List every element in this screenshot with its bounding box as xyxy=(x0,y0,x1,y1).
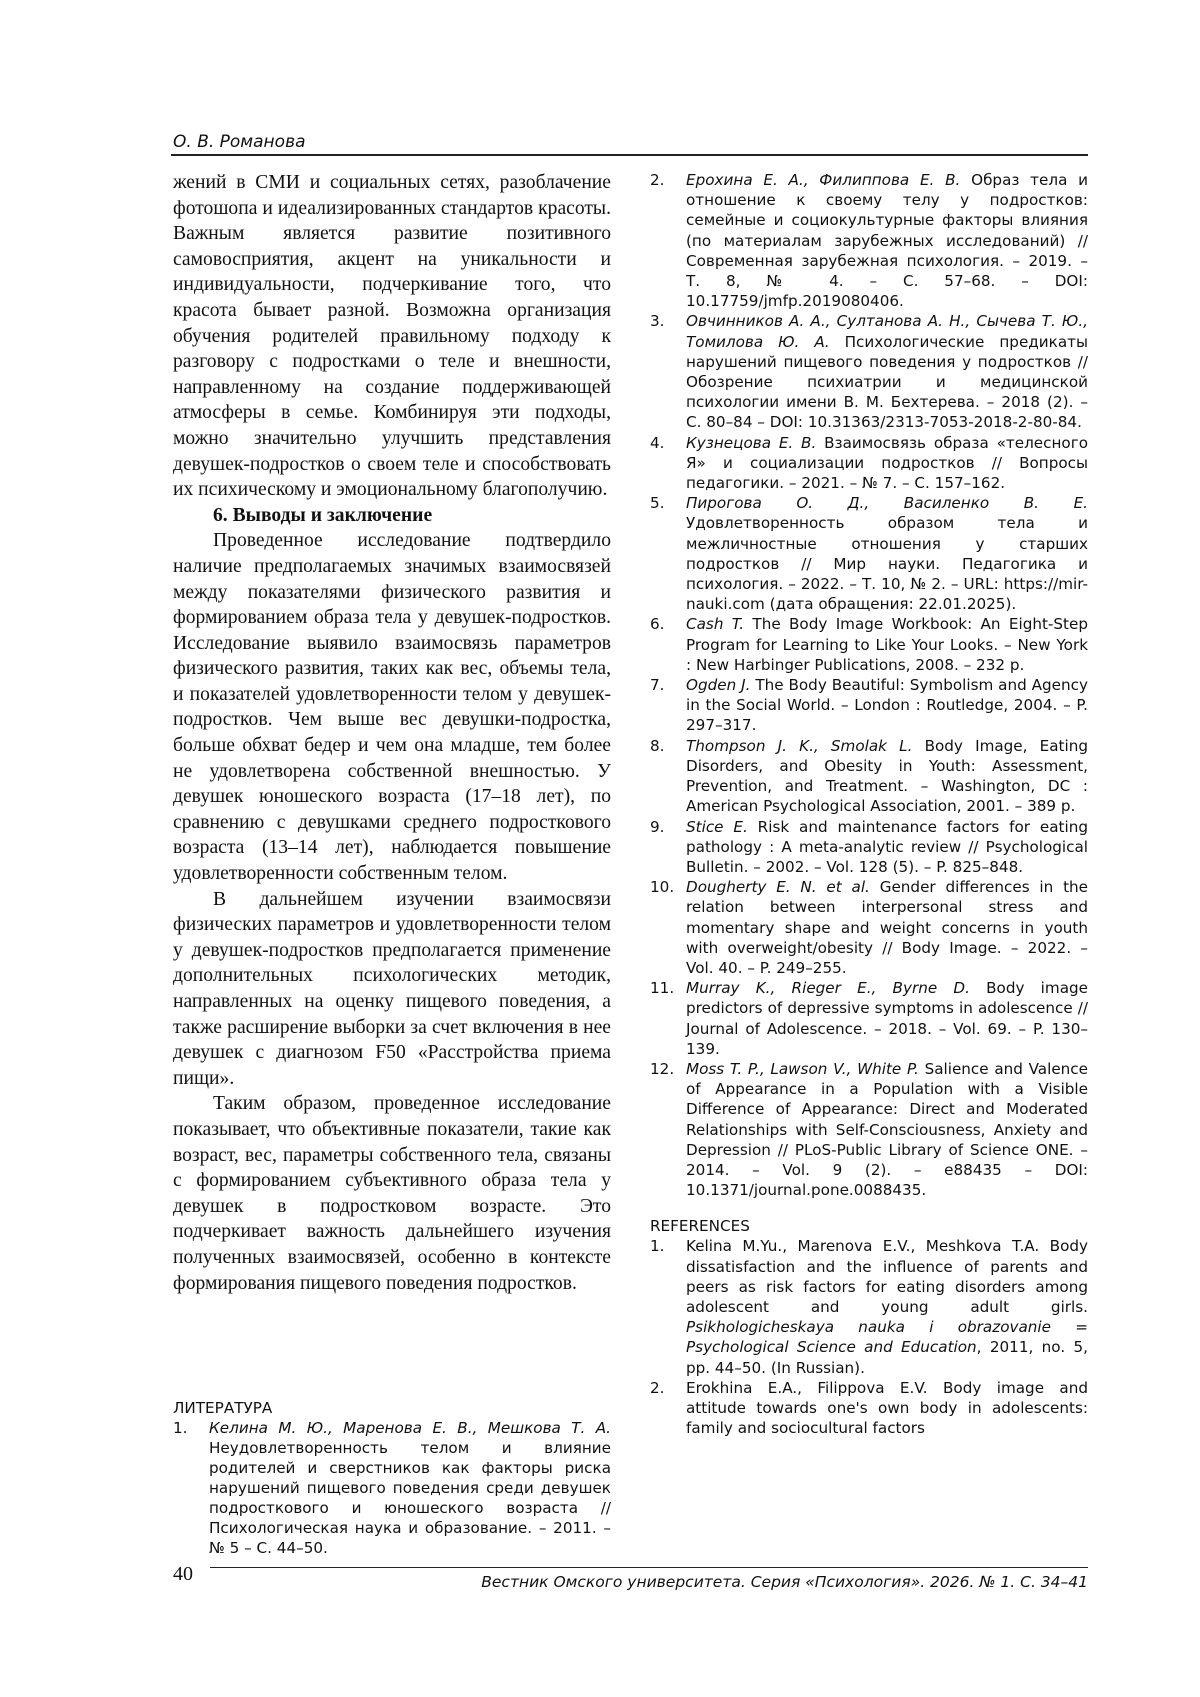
reference-item xyxy=(650,614,1088,675)
reference-text: Неудовлетворенность телом и влияние родителей и сверстников как факторы риска нарушений пищевого поведения среди девушек подросткового и юношеского возраста // Психологическая наука и образование. – 2011. – № 5 – С. 44–50. xyxy=(209,1439,611,1557)
reference-number: 2. xyxy=(650,1378,665,1397)
footer-rule xyxy=(210,1567,1088,1568)
reference-journal: Psikhologicheskaya nauka i obrazovanie = Psychological Science and Education xyxy=(686,1318,1088,1357)
reference-number: 11. xyxy=(650,979,675,998)
reference-authors: Овчинников А. А., Султанова А. Н., Сычева Т. Ю., Томилова Ю. А. xyxy=(686,312,1088,351)
right-column xyxy=(650,170,1088,1438)
left-column xyxy=(173,170,611,1296)
reference-text: Body image predictors of depressive symptoms in adolescence // Journal of Adolescence. – 2018. – Vol. 69. – P. 130–139. xyxy=(686,979,1088,1058)
reference-authors: Cash T. xyxy=(686,615,745,634)
page-number: 40 xyxy=(173,1563,193,1585)
reference-number: 2. xyxy=(650,171,665,189)
reference-number: 1. xyxy=(650,1237,665,1256)
references-section xyxy=(650,1216,1088,1438)
reference-text: , 2011, no. 5, pp. 44–50. (In Russian). xyxy=(686,1338,1088,1377)
reference-item xyxy=(650,736,1088,817)
reference-item xyxy=(650,170,1088,311)
header-rule xyxy=(171,154,1088,156)
reference-text: Удовлетворенность образом тела и межличностные отношения у старших подростков // Мир науки. Педагогика и психология. – 2022. – Т. 10, № 2. – URL: https://mir-nauki.com (дата обращения: 22.01.2025). xyxy=(686,514,1088,614)
reference-item xyxy=(173,1418,611,1558)
running-header-author: О. В. Романова xyxy=(173,132,306,152)
reference-number: 5. xyxy=(650,494,665,513)
reference-text: Body Image, Eating Disorders, and Obesity in Youth: Assessment, Prevention, and Treatment. – Washington, DC : American Psychological Association, 2001. – 389 p. xyxy=(686,736,1088,816)
reference-text: Kelina M.Yu., Marenova E.V., Meshkova T.A. Body dissatisfaction and the influence of parents and peers as risk factors for eating disorders among adolescent and young adult girls. xyxy=(686,1237,1088,1316)
section-heading: 6. Выводы и заключение xyxy=(213,504,433,526)
reference-number: 12. xyxy=(650,1059,675,1078)
reference-text: Взаимосвязь образа «телесного Я» и социализации подростков // Вопросы педагогики. – 2021. – № 7. – С. 157–162. xyxy=(686,433,1088,493)
literature-title: ЛИТЕРАТУРА xyxy=(173,1399,273,1417)
reference-number: 9. xyxy=(650,817,665,836)
reference-item xyxy=(650,675,1088,736)
footer-journal-title: Вестник Омского университета. Серия «Психология». 2026. № 1. С. 34–41 xyxy=(481,1573,1088,1591)
reference-text: Erokhina E.A., Filippova E.V. Body image and attitude towards one's own body in adolescents: family and sociocultural factors xyxy=(686,1378,1088,1438)
reference-number: 10. xyxy=(650,878,675,897)
reference-authors: Келина М. Ю., Маренова Е. В., Мешкова Т. А. xyxy=(209,1419,611,1437)
reference-authors: Кузнецова Е. В. xyxy=(686,433,817,452)
reference-item xyxy=(650,1378,1088,1439)
body-paragraph: жений в СМИ и социальных сетях, разоблачение фотошопа и идеализированных стандартов красоты. Важным является развитие позитивного самовосприятия, акцент на уникальности и индивидуальности, подчеркивание того, что красота бывает разной. Возможна организация обучения родителей правильному подходу к разговору с подростками о теле и внешности, направленному на создание поддерживающей атмосферы в семье. Комбинируя эти подходы, можно значительно улучшить представления девушек-подростков о своем теле и способствовать их психическому и эмоциональному благополучию. xyxy=(173,172,611,501)
body-paragraph: Таким образом, проведенное исследование показывает, что объективные показатели, такие как возраст, вес, параметры собственного тела, связаны с формированием субъективного образа тела у девушек в подростковом возрасте. Это подчеркивает важность дальнейшего изучения полученных взаимосвязей, особенно в контексте формирования пищевого поведения подростков. xyxy=(173,1093,611,1294)
reference-item xyxy=(650,1059,1088,1200)
reference-item xyxy=(650,433,1088,494)
reference-item xyxy=(650,1236,1088,1377)
reference-authors: Murray K., Rieger E., Byrne D. xyxy=(686,979,970,998)
reference-text: The Body Beautiful: Symbolism and Agency in the Social World. – London : Routledge, 2004. – P. 297–317. xyxy=(686,676,1088,735)
body-paragraph: Проведенное исследование подтвердило наличие предполагаемых значимых взаимосвязей между показателями физического развития и формированием образа тела у девушек-подростков. Исследование выявило взаимосвязь параметров физического развития, таких как вес, объемы тела, и показателей удовлетворенности телом у девушек-подростков. Чем выше вес девушки-подростка, больше обхват бедер и чем она младше, тем более не удовлетворена собственной внешностью. У девушек юношеского возраста (17–18 лет), по сравнению с девушками среднего подросткового возраста (13–14 лет), наблюдается повышение удовлетворенности собственным телом. xyxy=(173,530,611,885)
reference-text: The Body Image Workbook: An Eight-Step Program for Learning to Like Your Looks. – New York : New Harbinger Publications, 2008. – 232 p. xyxy=(686,615,1088,674)
body-paragraph: В дальнейшем изучении взаимосвязи физических параметров и удовлетворенности телом у девушек-подростков предполагается применение дополнительных психологических методик, направленных на оценку пищевого поведения, а также расширение выборки за счет включения в нее девушек с диагнозом F50 «Расстройства приема пищи». xyxy=(173,888,611,1089)
reference-text: Risk and maintenance factors for eating pathology : A meta-analytic review // Psychological Bulletin. – 2002. – Vol. 128 (5). – P. 825–848. xyxy=(686,817,1088,876)
reference-number: 7. xyxy=(650,676,665,695)
reference-item xyxy=(650,493,1088,614)
reference-authors: Moss T. P., Lawson V., White P. xyxy=(686,1059,919,1078)
reference-text: Gender differences in the relation between interpersonal stress and momentary shape and weight concerns in youth with overweight/obesity // Body Image. – 2022. – Vol. 40. – P. 249–255. xyxy=(686,878,1088,977)
reference-authors: Stice E. xyxy=(686,817,748,836)
reference-text: Salience and Valence of Appearance in a Population with a Visible Difference of Appearance: Direct and Moderated Relationships with Self-Consciousness, Anxiety and Depression // PLoS-Public Library of Science ONE. – 2014. – Vol. 9 (2). – e88435 – DOI: 10.1371/journal.pone.0088435. xyxy=(686,1059,1088,1200)
reference-number: 4. xyxy=(650,433,665,452)
reference-item xyxy=(650,311,1088,432)
reference-item xyxy=(650,817,1088,878)
references-title: REFERENCES xyxy=(650,1217,750,1236)
reference-number: 6. xyxy=(650,615,665,634)
reference-item xyxy=(650,877,1088,978)
reference-authors: Пирогова О. Д., Василенко В. Е. xyxy=(686,494,1088,513)
reference-authors: Ogden J. xyxy=(686,676,751,695)
reference-number: 3. xyxy=(650,312,665,331)
reference-authors: Ерохина Е. А., Филиппова Е. В. xyxy=(686,171,961,189)
literature-section xyxy=(173,1398,611,1558)
reference-text: Психологические предикаты нарушений пищевого поведения у подростков // Обозрение психиатрии и медицинской психологии имени В. М. Бехтерева. – 2018 (2). – С. 80–84 – DOI: 10.31363/2313-7053-2018-2-80-84. xyxy=(686,332,1088,432)
reference-number: 1. xyxy=(173,1419,188,1437)
reference-authors: Thompson J. K., Smolak L. xyxy=(686,736,913,755)
reference-number: 8. xyxy=(650,736,665,755)
reference-authors: Dougherty E. N. et al. xyxy=(686,878,870,897)
reference-item xyxy=(650,978,1088,1059)
reference-text: Образ тела и отношение к своему телу у подростков: семейные и социокультурные факторы влияния (по материалам зарубежных исследований) // Современная зарубежная психология. – 2019. – Т. 8, № 4. – С. 57–68. – DOI: 10.17759/jmfp.2019080406. xyxy=(686,171,1088,311)
